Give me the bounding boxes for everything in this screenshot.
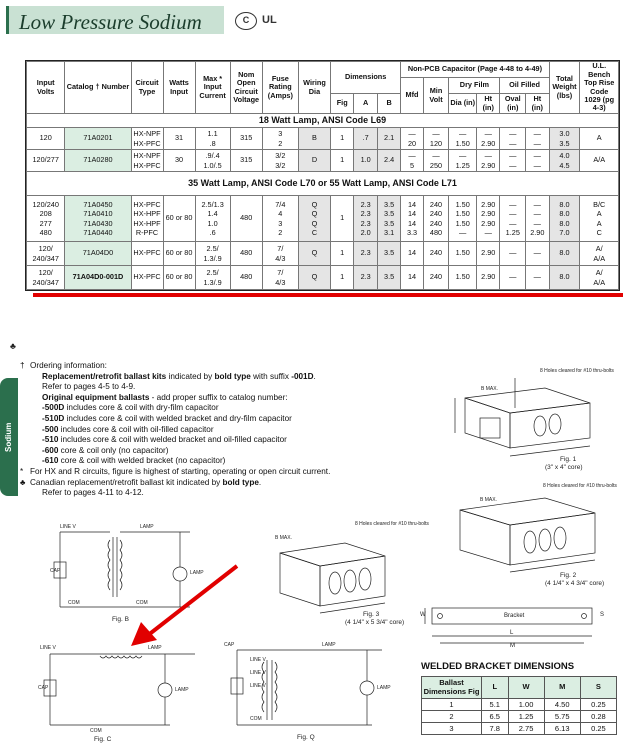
- wiring-drawing: [222, 640, 397, 748]
- col-b: B: [377, 94, 400, 114]
- title-bar: [6, 6, 224, 34]
- col-total-weight: Total Weight (lbs): [549, 62, 580, 114]
- group-heading: 18 Watt Lamp, ANSI Code L69: [27, 114, 619, 128]
- table-row: 120/ 240/347 71A04D0 HX-PFC 60 or 80 2.5/ 1.3/.9 480 7/ 4/3 Q 1 2.3 3.5 14 240 1.50 2.90 — — 8.0 A/ A/A: [27, 242, 619, 266]
- col-dimensions: Dimensions: [330, 62, 400, 94]
- catalog-cell: 71A0450 71A0410 71A0430 71A0440: [65, 196, 131, 242]
- col-fig: Fig: [330, 94, 353, 114]
- bracket-shape: [420, 598, 620, 653]
- table-row: 120 71A0201 HX-NPF HX-PFC 31 1.1 .8 315 3 2 B 1 .7 2.1 — 20 — 120 — 1.50 — 2.90 — — — — 3.0 3.5 A: [27, 128, 619, 150]
- welded-bracket-table: Ballast Dimensions Fig L W M S 1 5.1 1.00 4.50 0.25 2 6.5 1.25 5.75 0.28 3 7.8 2.75 6.13 0.25: [421, 676, 617, 735]
- col-a: A: [354, 94, 377, 114]
- col-oval: Oval (in): [500, 94, 526, 114]
- col-circuit-type: Circuit Type: [131, 62, 163, 114]
- wiring-diagram-b: LINE V LAMP CAP LAMP COM COM Fig. B: [50, 522, 210, 627]
- col-catalog-number: Catalog † Number: [65, 62, 131, 114]
- table-row: 120/ 240/347 71A04D0-001D HX-PFC 60 or 80 2.5/ 1.3/.9 480 7/ 4/3 Q 1 2.3 3.5 14 240 1.50 2.90 — — 8.0 A/ A/A: [27, 266, 619, 290]
- ballast-drawing: [425, 480, 625, 590]
- col-dia: Dia (in): [449, 94, 477, 114]
- col-min-volt: Min Volt: [423, 78, 449, 114]
- wiring-drawing: [30, 640, 205, 748]
- catalog-cell: 71A04D0: [65, 242, 131, 266]
- col-oil-filled: Oil Filled: [500, 78, 549, 94]
- ordering-notes: † Ordering information: Replacement/retrofit ballast kits indicated by bold type with suffix -001D. Refer to pages 4-5 to 4-9. Original equipment ballasts - add proper suffix to catalog number: -500D includes core & coil with dry-film capacitor -510D includes core & coil with welded bracket and dry-film capacitor -500 includes core & coil with oil-filled capacitor -510 includes core & coil with welded bracket and oil-filled capacitor -600 core & coil only (no capacitor) -610 core & coil with welded bracket (no capacitor) * For HX and R circuits, figure is highest of starting, operating or open circuit current. ♣ Canadian replacement/retrofit ballast kit indicated by bold type. Refer to pages 4-11 to 4-12.: [20, 361, 331, 498]
- col-input-volts: Input Volts: [27, 62, 65, 114]
- col-dry-film: Dry Film: [449, 78, 500, 94]
- maple-leaf-icon: ♣: [10, 341, 16, 351]
- col-capacitor: Non-PCB Capacitor (Page 4-48 to 4-49): [401, 62, 549, 78]
- catalog-cell: 71A04D0-001D: [65, 266, 131, 290]
- wiring-diagram-c: LINE V LAMP CAP LAMP COM Fig. C: [30, 640, 205, 748]
- group-heading: 35 Watt Lamp, ANSI Code L70 or 55 Watt Lamp, ANSI Code L71: [27, 172, 619, 196]
- table-row: 1 5.1 1.00 4.50 0.25: [422, 699, 617, 711]
- catalog-cell: 71A0201: [65, 128, 131, 150]
- table-row: 2 6.5 1.25 5.75 0.28: [422, 711, 617, 723]
- table-row: 120/240 208 277 480 71A0450 71A0410 71A0430 71A0440 HX-PFC HX-HPF HX-HPF R-PFC 60 or 80 2.5/1.3 1.4 1.0 .6 480 7/4 4 3 2 Q Q Q C 1 2.3 2.3 2.3 2.0 3.5 3.5 3.5 3.1 14 14 14 3.3 240 240 240 480 1.50 1.50 1.50 — 2.90 2.90 2.90 — — — — 1.25 — — — 2.90 8.0 8.0 8.0 7.0 B/C A A C: [27, 196, 619, 242]
- table-row: 120/277 71A0280 HX-NPF HX-PFC 30 .9/.4 1.0/.5 315 3/2 3/2 D 1 1.0 2.4 — 5 — 250 — 1.25 — 2.90 — — — — 4.0 4.5 A/A: [27, 150, 619, 172]
- col-ht2: Ht (in): [526, 94, 549, 114]
- col-ht: Ht (in): [477, 94, 500, 114]
- col-max-input-current: Max * Input Current: [195, 62, 230, 114]
- bracket-drawing: W Bracket S L M: [420, 598, 620, 653]
- ul-logo: UL: [262, 14, 277, 26]
- col-ul-bench: U.L. Bench Top Rise Code 1029 (pg 4-3): [580, 62, 619, 114]
- col-watts-input: Watts Input: [163, 62, 195, 114]
- figure-2: 8 Holes cleared for #10 thru-bolts B MAX. Fig. 2 (4 1/4" x 4 3/4" core): [425, 480, 625, 590]
- csa-logo: C: [235, 12, 257, 30]
- table-row: 3 7.8 2.75 6.13 0.25: [422, 723, 617, 735]
- side-tab: Sodium: [0, 378, 18, 496]
- col-nom-ocv: Nom Open Circuit Voltage: [230, 62, 262, 114]
- welded-bracket-title: WELDED BRACKET DIMENSIONS: [421, 661, 575, 672]
- col-fuse-rating: Fuse Rating (Amps): [262, 62, 298, 114]
- figure-3: 8 Holes cleared for #10 thru-bolts B MAX. Fig. 3 (4 1/4" x 5 3/4" core): [255, 518, 425, 630]
- ballast-drawing: [425, 368, 625, 478]
- col-mfd: Mfd: [401, 78, 423, 114]
- page-title: Low Pressure Sodium: [19, 10, 202, 34]
- red-arrow-annotation: [125, 560, 245, 650]
- figure-1: 8 Holes cleared for #10 thru-bolts B MAX. Fig. 1 (3" x 4" core): [425, 368, 625, 478]
- spec-table: [25, 60, 620, 291]
- wiring-diagram-q: LINE V LINE V LINE V LAMP CAP LAMP COM Fig. Q: [222, 640, 397, 748]
- col-wiring-dia: Wiring Dia: [298, 62, 330, 114]
- highlight-line: [33, 293, 623, 297]
- catalog-cell: 71A0280: [65, 150, 131, 172]
